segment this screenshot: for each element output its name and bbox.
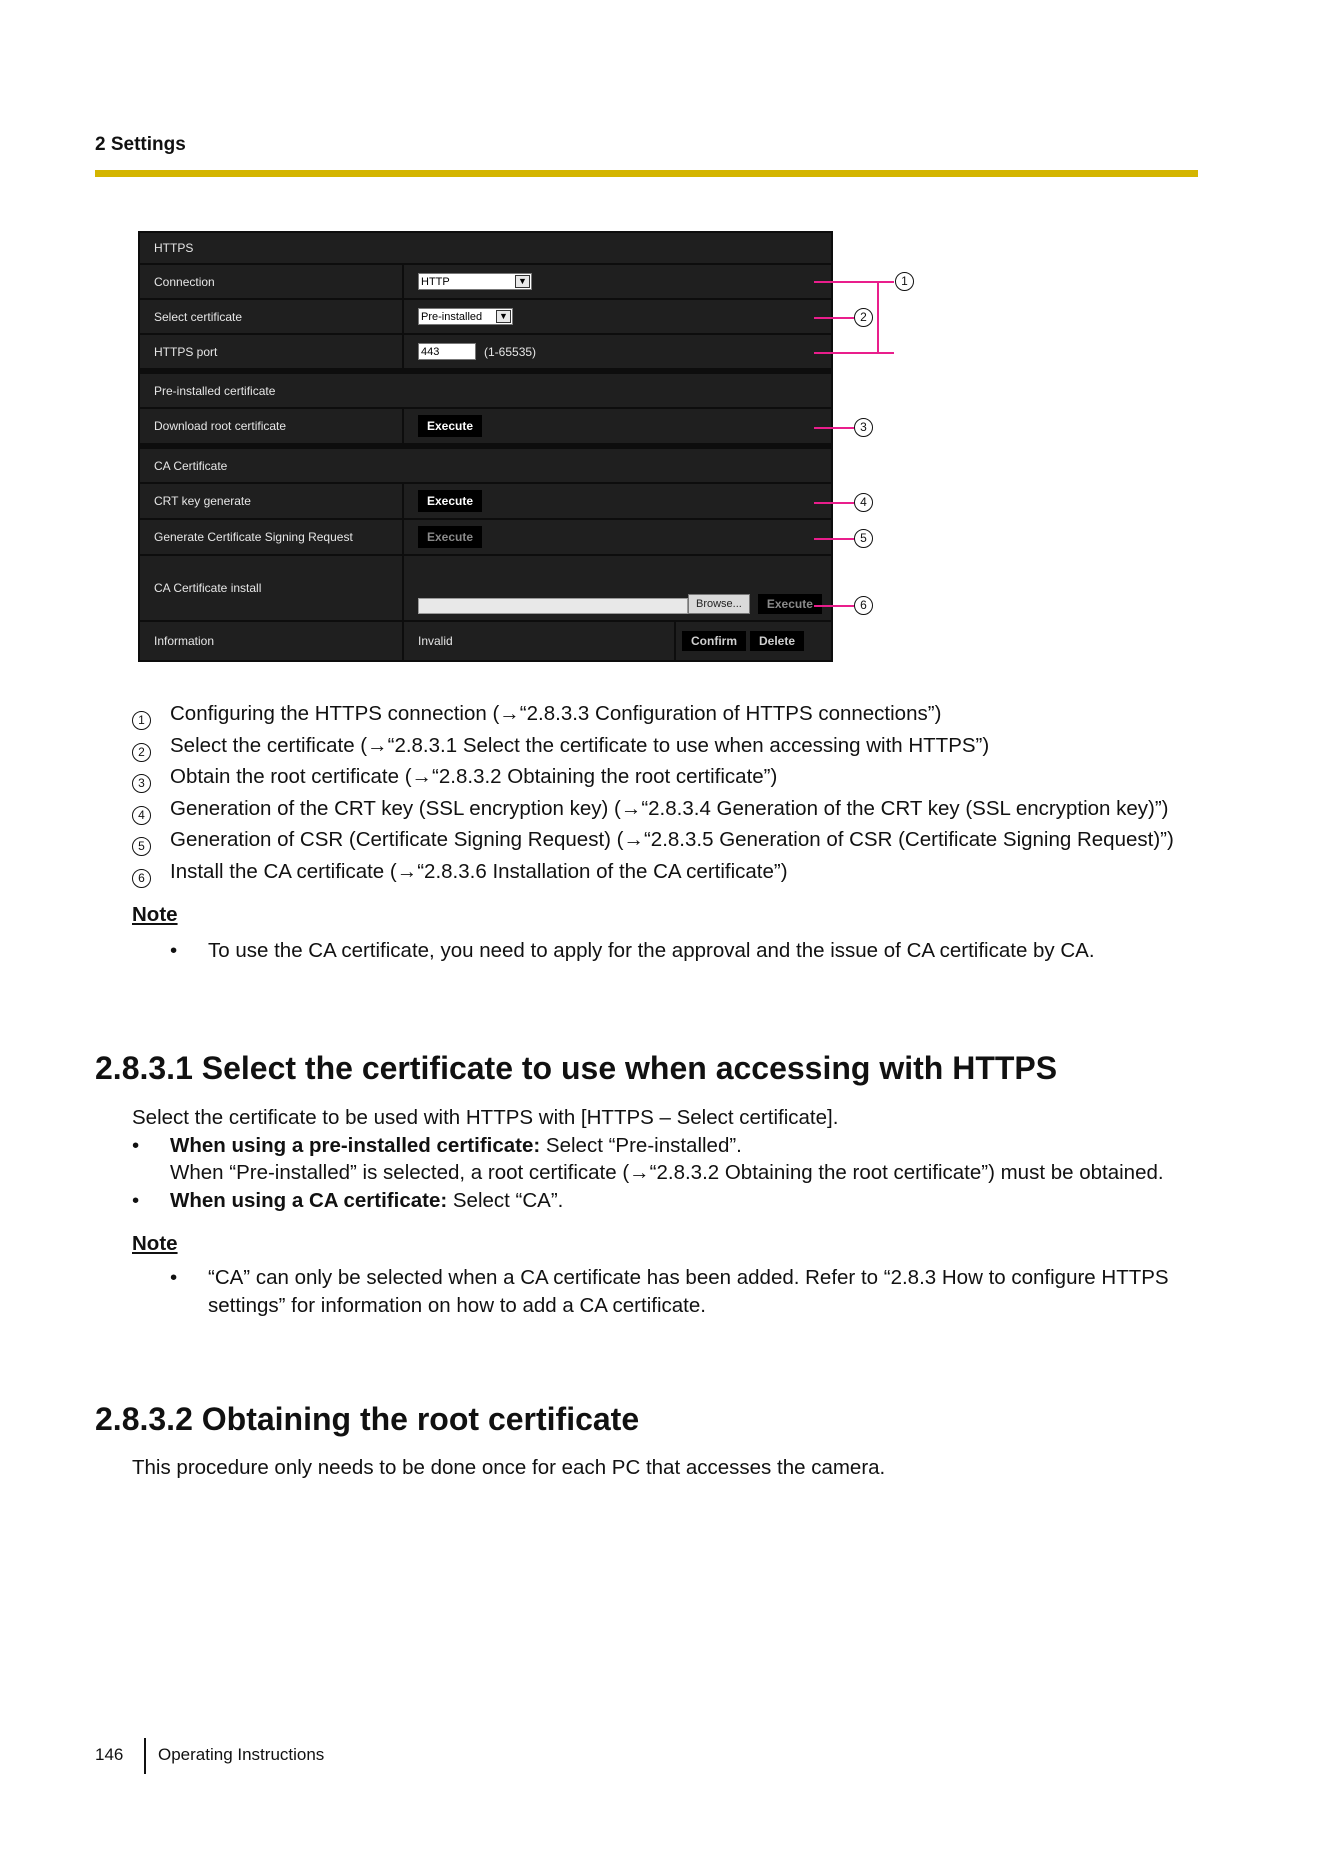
bullet-text: Select “Pre-installed”. — [540, 1133, 742, 1157]
callout-bracket — [877, 281, 879, 354]
row-https-port — [140, 335, 831, 368]
bullet-dot: • — [170, 938, 178, 962]
legend-text: Generation of the CRT key (SSL encryption key) (→“2.8.3.4 Generation of the CRT key (SSL encryption key)”) — [170, 796, 1169, 820]
select-certificate-label: Select certificate — [140, 300, 404, 333]
list-item — [132, 732, 1202, 764]
legend-number: 5 — [132, 837, 151, 856]
row-csr — [140, 520, 831, 554]
select-certificate-select[interactable] — [418, 308, 513, 325]
note-text: “CA” can only be selected when a CA certificate has been added. Refer to “2.8.3 How to configure HTTPS settings” for information on how to add a CA certificate. — [208, 1266, 1169, 1317]
callout-line-2 — [814, 317, 854, 319]
list-item — [132, 858, 1202, 890]
callout-line-6 — [814, 605, 854, 607]
page-header-title: 2 Settings — [95, 134, 186, 155]
callout-4: 4 — [854, 493, 873, 512]
delete-button[interactable]: Delete — [750, 631, 804, 651]
header-rule — [95, 170, 1198, 177]
csr-execute-button[interactable]: Execute — [418, 526, 482, 548]
bullet-text: Select “CA”. — [447, 1188, 564, 1212]
download-root-execute-button[interactable]: Execute — [418, 415, 482, 437]
callout-3: 3 — [854, 418, 873, 437]
crt-key-execute-button[interactable]: Execute — [418, 490, 482, 512]
callout-6: 6 — [854, 596, 873, 615]
row-select-certificate — [140, 300, 831, 333]
legend-number: 1 — [132, 711, 151, 730]
note-label: Note — [132, 1232, 178, 1255]
list-item — [132, 1187, 1202, 1215]
legend-number: 4 — [132, 806, 151, 825]
note-bullet — [132, 1264, 1202, 1319]
legend-text: Select the certificate (→“2.8.3.1 Select the certificate to use when accessing with HTTPS”) — [170, 733, 990, 757]
callout-line-5 — [814, 538, 854, 540]
note-bullet — [132, 937, 1202, 965]
bullet-bold: When using a CA certificate: — [170, 1188, 448, 1212]
section-ca: CA Certificate — [140, 449, 831, 482]
download-root-label: Download root certificate — [140, 409, 404, 443]
legend-text: Configuring the HTTPS connection (→“2.8.3.3 Configuration of HTTPS connections”) — [170, 702, 942, 725]
bullet-dot: • — [170, 1266, 178, 1289]
row-crt-key — [140, 484, 831, 518]
select-certificate-value: Pre-installed — [421, 311, 483, 323]
legend-text: Install the CA certificate (→“2.8.3.6 Installation of the CA certificate”) — [170, 859, 788, 883]
callout-line-4 — [814, 502, 854, 504]
section-2831-body — [132, 1104, 1202, 1319]
connection-select[interactable] — [418, 273, 532, 290]
bullet-dot: • — [132, 1133, 140, 1157]
legend-text: Obtain the root certificate (→“2.8.3.2 Obtaining the root certificate”) — [170, 765, 778, 788]
information-value: Invalid — [418, 634, 453, 648]
chevron-down-icon: ▼ — [496, 310, 511, 323]
callout-2: 2 — [854, 308, 873, 327]
chevron-down-icon: ▼ — [515, 275, 530, 288]
callout-1: 1 — [895, 272, 914, 291]
note-label: Note — [132, 903, 178, 926]
https-port-label: HTTPS port — [140, 335, 404, 368]
section-heading-2831: 2.8.3.1 Select the certificate to use when accessing with HTTPS — [95, 1050, 1058, 1086]
callout-line-1b — [877, 281, 893, 283]
https-port-input[interactable]: 443 — [418, 343, 476, 360]
csr-label: Generate Certificate Signing Request — [140, 520, 404, 554]
information-label: Information — [140, 622, 404, 660]
row-information — [140, 622, 831, 660]
row-download-root — [140, 409, 831, 443]
https-settings-panel — [138, 231, 833, 662]
bullet-continuation: When “Pre-installed” is selected, a root certificate (→“2.8.3.2 Obtaining the root certificate”) must be obtained. — [170, 1161, 1164, 1184]
confirm-button[interactable]: Confirm — [682, 631, 746, 651]
row-ca-install — [140, 556, 831, 620]
browse-button[interactable]: Browse... — [688, 594, 750, 614]
list-item — [132, 1132, 1202, 1187]
section-2832-intro: This procedure only needs to be done once for each PC that accesses the camera. — [132, 1456, 886, 1479]
legend-number: 6 — [132, 869, 151, 888]
crt-key-label: CRT key generate — [140, 484, 404, 518]
list-item — [132, 700, 1202, 732]
list-item — [132, 826, 1202, 858]
page-number: 146 — [95, 1745, 124, 1764]
footer-divider — [144, 1738, 146, 1774]
https-port-range: (1-65535) — [484, 344, 537, 359]
ca-install-file-field[interactable] — [418, 598, 688, 614]
note-text: To use the CA certificate, you need to apply for the approval and the issue of CA certificate by CA. — [208, 938, 1095, 962]
bullet-bold: When using a pre-installed certificate: — [170, 1133, 541, 1157]
row-connection — [140, 265, 831, 298]
callout-5: 5 — [854, 529, 873, 548]
connection-value: HTTP — [421, 276, 450, 288]
ca-install-label: CA Certificate install — [140, 556, 404, 620]
bullet-dot: • — [132, 1188, 140, 1212]
legend-number: 2 — [132, 743, 151, 762]
section-heading-2832: 2.8.3.2 Obtaining the root certificate — [95, 1401, 640, 1437]
legend-text: Generation of CSR (Certificate Signing Request) (→“2.8.3.5 Generation of CSR (Certificate Signing Request)”) — [170, 828, 1174, 851]
section-2831-intro: Select the certificate to be used with HTTPS with [HTTPS – Select certificate]. — [132, 1106, 839, 1129]
legend-number: 3 — [132, 774, 151, 793]
callout-legend — [132, 700, 1202, 964]
list-item — [132, 795, 1202, 827]
callout-line-port — [814, 352, 894, 354]
section-https: HTTPS — [140, 233, 831, 263]
section-preinstalled: Pre-installed certificate — [140, 374, 831, 407]
list-item — [132, 763, 1202, 795]
callout-line-3 — [814, 427, 854, 429]
footer-text: Operating Instructions — [158, 1745, 325, 1764]
ca-install-execute-button[interactable]: Execute — [758, 594, 822, 614]
connection-label: Connection — [140, 265, 404, 298]
